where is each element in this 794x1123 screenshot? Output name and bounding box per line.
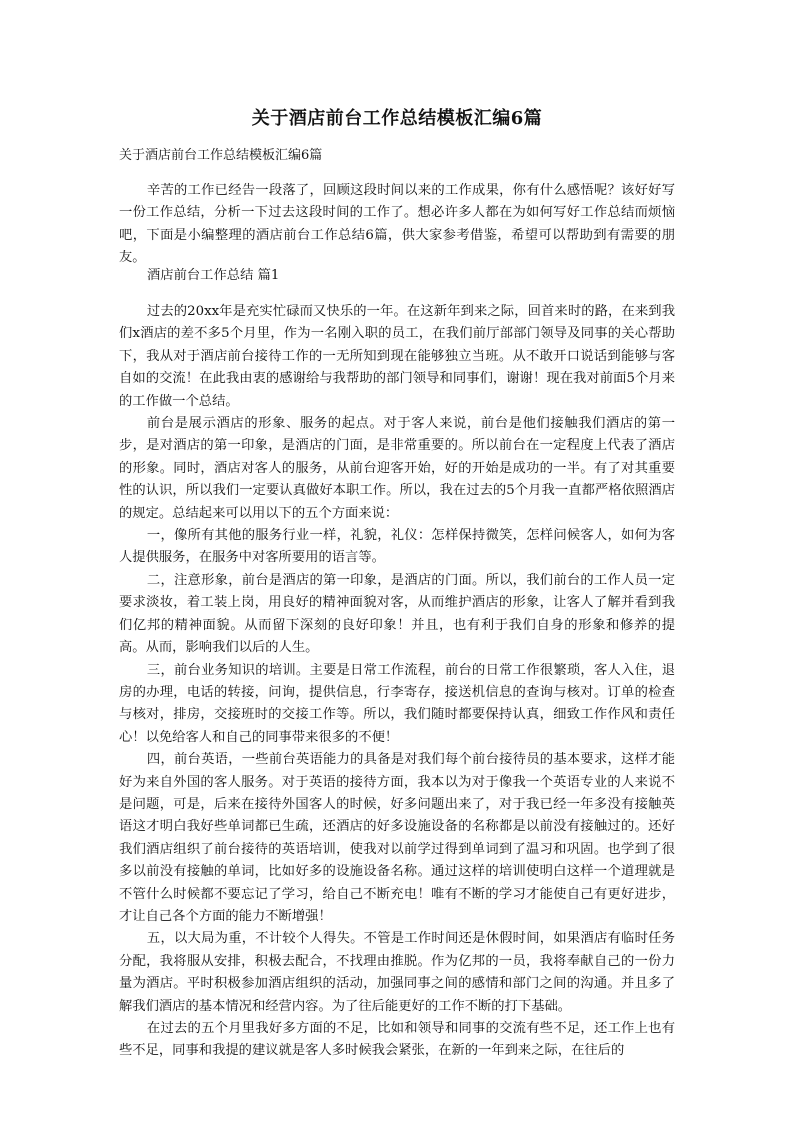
document-title: 关于酒店前台工作总结模板汇编6篇 [251,108,543,129]
document-subtitle: 关于酒店前台工作总结模板汇编6篇 [119,148,323,163]
paragraph: 二，注意形象，前台是酒店的第一印象，是酒店的门面。所以，我们前台的工作人员一定要求淡妆，着工装上岗，用良好的精神面貌对客，从而维护酒店的形象，让客人了解并看到我们亿邦的精神面貌。从而留下深刻的良好印象！并且，也有利于我们自身的形象和修养的提高。从而，影响我们以后的人生。 [119,572,675,656]
paragraph: 过去的20xx年是充实忙碌而又快乐的一年。在这新年到来之际，回首来时的路，在来到我们x酒店的差不多5个月里，作为一名刚入职的员工，在我们前厅部部门领导及同事的关心帮助下，我从对于酒店前台接待工作的一无所知到现在能够独立当班。从不敢开口说话到能够与客自如的交流！在此我由衷的感谢给与我帮助的部门领导和同事们，谢谢！现在我对前面5个月来的工作做一个总结。 [119,304,675,409]
paragraph: 三，前台业务知识的培训。主要是日常工作流程，前台的日常工作很繁琐，客人入住，退房的办理，电话的转接，问询，提供信息，行李寄存，接送机信息的查询与核对。订单的检查与核对，排房，交接班时的交接工作等。所以，我们随时都要保持认真，细致工作作风和责任心！以免给客人和自己的同事带来很多的不便！ [119,662,675,745]
paragraph: 四，前台英语，一些前台英语能力的具备是对我们每个前台接待员的基本要求，这样才能好为来自外国的客人服务。对于英语的接待方面，我本以为对于像我一个英语专业的人来说不是问题，可是，后来在接待外国客人的时候，好多问题出来了，对于我已经一年多没有接触英语这才明白我好些单词都已生疏，还酒店的好多设施设备的名称都是以前没有接触过的。还好我们酒店组织了前台接待的英语培训，使我对以前学过得到单词到了温习和巩固。也学到了很多以前没有接触的单词，比如好多的设施设备名称。通过这样的培训使明白这样一个道理就是不管什么时候都不要忘记了学习，给自己不断充电！唯有不断的学习才能使自己有更好进步，才让自己各个方面的能力不断增强！ [119,752,675,924]
intro-block [119,180,675,270]
paragraph: 五，以大局为重，不计较个人得失。不管是工作时间还是休假时间，如果酒店有临时任务分配，我将服从安排，积极去配合，不找理由推脱。作为亿邦的一员，我将奉献自己的一份力量为酒店。平时积极参加酒店组织的活动，加强同事之间的感情和部门之间的沟通。并且多了解我们酒店的基本情况和经营内容。为了往后能更好的工作不断的打下基础。 [119,931,675,1014]
intro-paragraph: 辛苦的工作已经告一段落了，回顾这段时间以来的工作成果，你有什么感悟呢？该好好写一份工作总结，分析一下过去这段时间的工作了。想必许多人都在为如何写好工作总结而烦恼吧，下面是小编整理的酒店前台工作总结6篇，供大家参考借鉴，希望可以帮助到有需要的朋友。 [119,183,675,266]
paragraph: 在过去的五个月里我好多方面的不足，比如和领导和同事的交流有些不足，还工作上也有些不足，同事和我提的建议就是客人多时候我会紧张，在新的一年到来之际，在往后的 [119,1021,675,1059]
paragraph: 前台是展示酒店的形象、服务的起点。对于客人来说，前台是他们接触我们酒店的第一步，是对酒店的第一印象，是酒店的门面，是非常重要的。所以前台在一定程度上代表了酒店的形象。同时，酒店对客人的服务，从前台迎客开始，好的开始是成功的一半。有了对其重要性的认识，所以我们一定要认真做好本职工作。所以，我在过去的5个月我一直都严格依照酒店的规定。总结起来可以用以下的五个方面来说： [119,416,675,521]
body-text [119,301,675,1063]
section-heading: 酒店前台工作总结 篇1 [147,268,280,283]
paragraph: 一，像所有其他的服务行业一样，礼貌，礼仪：怎样保持微笑，怎样问候客人，如何为客人提供服务，在服务中对客所要用的语言等。 [119,528,675,566]
